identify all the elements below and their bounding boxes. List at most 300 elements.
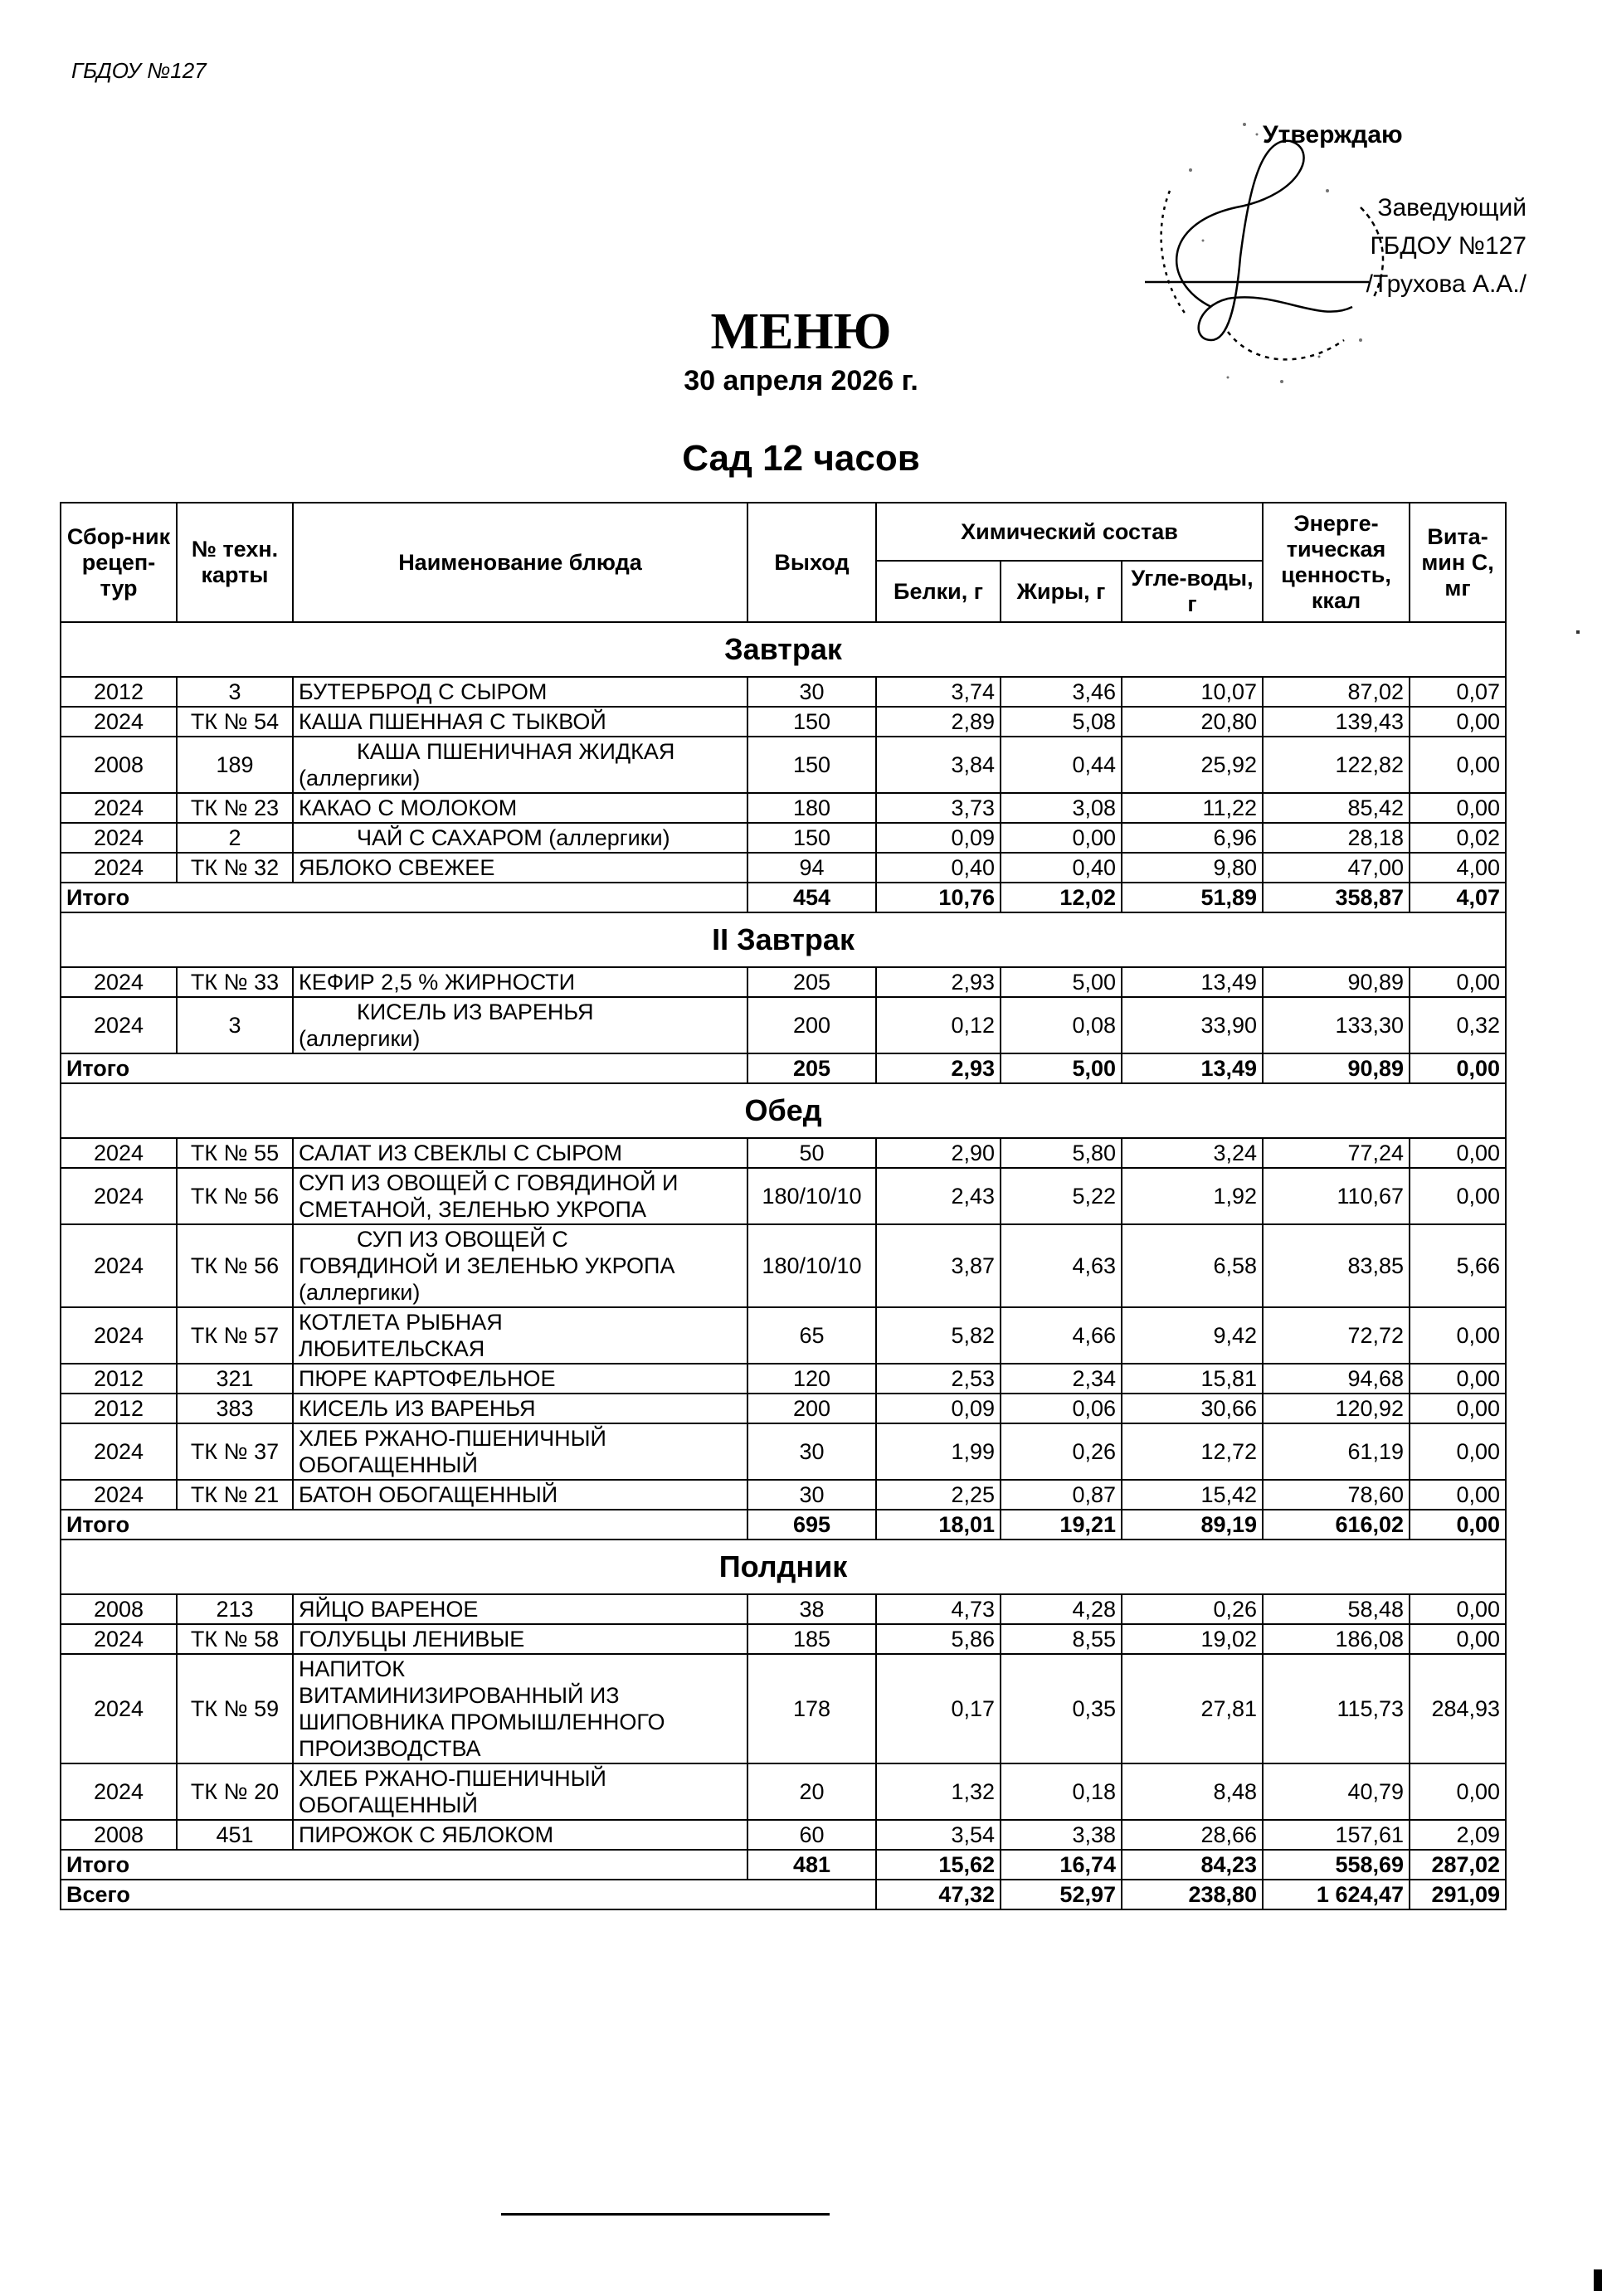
cell-year: 2008 <box>61 737 177 793</box>
cell-fat: 3,38 <box>1001 1820 1122 1850</box>
section-row <box>61 1540 1506 1594</box>
cell-dish <box>293 1654 747 1763</box>
cell-vitc: 0,00 <box>1410 1168 1506 1224</box>
cell-carbs: 9,42 <box>1122 1307 1263 1364</box>
cell-output: 65 <box>747 1307 876 1364</box>
total-vitc: 287,02 <box>1410 1850 1506 1880</box>
cell-year: 2024 <box>61 1480 177 1510</box>
cell-vitc: 4,00 <box>1410 853 1506 883</box>
table-header-row <box>61 503 1506 561</box>
table-row <box>61 823 1506 853</box>
total-output: 205 <box>747 1053 876 1083</box>
cell-output: 150 <box>747 737 876 793</box>
cell-card: 3 <box>177 997 293 1053</box>
cell-protein: 3,87 <box>876 1224 1001 1307</box>
dish-line: ПРОИЗВОДСТВА <box>299 1736 481 1761</box>
cell-vitc: 2,09 <box>1410 1820 1506 1850</box>
cell-output: 30 <box>747 1423 876 1480</box>
col-output: Выход <box>747 503 876 622</box>
cell-protein: 1,32 <box>876 1763 1001 1820</box>
cell-dish: ГОЛУБЦЫ ЛЕНИВЫЕ <box>293 1624 747 1654</box>
cell-carbs: 6,96 <box>1122 823 1263 853</box>
cell-protein: 2,93 <box>876 967 1001 997</box>
cell-fat: 8,55 <box>1001 1624 1122 1654</box>
total-carbs: 51,89 <box>1122 883 1263 912</box>
grand-total-vitc: 291,09 <box>1410 1880 1506 1909</box>
cell-card: 451 <box>177 1820 293 1850</box>
cell-vitc: 284,93 <box>1410 1654 1506 1763</box>
dish-line: ЧАЙ С САХАРОМ (аллергики) <box>357 825 670 850</box>
dish-line: ОБОГАЩЕННЫЙ <box>299 1452 478 1477</box>
cell-protein: 4,73 <box>876 1594 1001 1624</box>
total-carbs: 84,23 <box>1122 1850 1263 1880</box>
dish-line: ШИПОВНИКА ПРОМЫШЛЕННОГО <box>299 1710 665 1734</box>
cell-card: ТК № 55 <box>177 1138 293 1168</box>
cell-vitc: 0,07 <box>1410 677 1506 707</box>
total-carbs: 13,49 <box>1122 1053 1263 1083</box>
dish-line: КИСЕЛЬ ИЗ ВАРЕНЬЯ <box>357 1000 594 1024</box>
cell-energy: 28,18 <box>1263 823 1410 853</box>
cell-output: 120 <box>747 1364 876 1394</box>
cell-carbs: 27,81 <box>1122 1654 1263 1763</box>
dish-line: СУП ИЗ ОВОЩЕЙ С ГОВЯДИНОЙ И <box>299 1170 679 1195</box>
cell-year: 2008 <box>61 1594 177 1624</box>
document-subtitle: Сад 12 часов <box>682 438 920 479</box>
cell-energy: 78,60 <box>1263 1480 1410 1510</box>
cell-dish: КАША ПШЕННАЯ С ТЫКВОЙ <box>293 707 747 737</box>
cell-protein: 5,86 <box>876 1624 1001 1654</box>
cell-card: ТК № 59 <box>177 1654 293 1763</box>
cell-carbs: 33,90 <box>1122 997 1263 1053</box>
cell-protein: 0,17 <box>876 1654 1001 1763</box>
cell-year: 2024 <box>61 1654 177 1763</box>
cell-year: 2008 <box>61 1820 177 1850</box>
table-row <box>61 1168 1506 1224</box>
approval-heading: Утверждаю <box>1263 121 1403 148</box>
organization-label: ГБДОУ №127 <box>71 58 207 83</box>
cell-year: 2024 <box>61 1307 177 1364</box>
cell-year: 2024 <box>61 967 177 997</box>
cell-dish <box>293 1224 747 1307</box>
cell-output: 200 <box>747 997 876 1053</box>
total-fat: 5,00 <box>1001 1053 1122 1083</box>
table-row <box>61 1423 1506 1480</box>
cell-protein: 2,90 <box>876 1138 1001 1168</box>
cell-output: 30 <box>747 1480 876 1510</box>
cell-card: ТК № 58 <box>177 1624 293 1654</box>
table-row <box>61 1364 1506 1394</box>
cell-dish <box>293 1423 747 1480</box>
cell-carbs: 19,02 <box>1122 1624 1263 1654</box>
cell-carbs: 8,48 <box>1122 1763 1263 1820</box>
col-protein: Белки, г <box>876 561 1001 622</box>
cell-card: 321 <box>177 1364 293 1394</box>
cell-vitc: 0,00 <box>1410 1423 1506 1480</box>
cell-vitc: 0,00 <box>1410 1138 1506 1168</box>
dish-line: (аллергики) <box>299 766 421 790</box>
dish-line: ОБОГАЩЕННЫЙ <box>299 1793 478 1817</box>
total-fat: 12,02 <box>1001 883 1122 912</box>
cell-fat: 5,80 <box>1001 1138 1122 1168</box>
cell-fat: 5,08 <box>1001 707 1122 737</box>
grand-total-energy: 1 624,47 <box>1263 1880 1410 1909</box>
cell-year: 2024 <box>61 707 177 737</box>
cell-output: 60 <box>747 1820 876 1850</box>
cell-energy: 47,00 <box>1263 853 1410 883</box>
col-carbs: Угле-воды, г <box>1122 561 1263 622</box>
dish-line: ГОВЯДИНОЙ И ЗЕЛЕНЬЮ УКРОПА <box>299 1253 675 1278</box>
cell-dish: КАКАО С МОЛОКОМ <box>293 793 747 823</box>
cell-protein: 3,73 <box>876 793 1001 823</box>
cell-dish <box>293 997 747 1053</box>
section-title: Полдник <box>61 1540 1506 1594</box>
table-row <box>61 1480 1506 1510</box>
total-label: Итого <box>61 1053 747 1083</box>
cell-carbs: 10,07 <box>1122 677 1263 707</box>
table-row <box>61 793 1506 823</box>
total-output: 454 <box>747 883 876 912</box>
total-vitc: 0,00 <box>1410 1053 1506 1083</box>
table-row <box>61 707 1506 737</box>
approval-position: Заведующий <box>1377 194 1527 221</box>
section-row <box>61 912 1506 967</box>
cell-output: 178 <box>747 1654 876 1763</box>
cell-dish <box>293 823 747 853</box>
cell-card: ТК № 21 <box>177 1480 293 1510</box>
cell-carbs: 25,92 <box>1122 737 1263 793</box>
cell-energy: 133,30 <box>1263 997 1410 1053</box>
cell-output: 180/10/10 <box>747 1168 876 1224</box>
section-row <box>61 1083 1506 1138</box>
cell-card: ТК № 56 <box>177 1168 293 1224</box>
dish-line: СМЕТАНОЙ, ЗЕЛЕНЬЮ УКРОПА <box>299 1197 646 1222</box>
total-fat: 19,21 <box>1001 1510 1122 1540</box>
cell-year: 2024 <box>61 1224 177 1307</box>
table-row <box>61 1624 1506 1654</box>
grand-total-fat: 52,97 <box>1001 1880 1122 1909</box>
cell-fat: 0,35 <box>1001 1654 1122 1763</box>
cell-energy: 139,43 <box>1263 707 1410 737</box>
approval-name: /Трухова А.А./ <box>1366 270 1527 298</box>
cell-protein: 3,74 <box>876 677 1001 707</box>
cell-year: 2012 <box>61 1364 177 1394</box>
cell-energy: 83,85 <box>1263 1224 1410 1307</box>
scan-speck <box>1576 630 1580 634</box>
cell-vitc: 0,02 <box>1410 823 1506 853</box>
table-row <box>61 1307 1506 1364</box>
cell-energy: 122,82 <box>1263 737 1410 793</box>
cell-dish: КИСЕЛЬ ИЗ ВАРЕНЬЯ <box>293 1394 747 1423</box>
section-title: II Завтрак <box>61 912 1506 967</box>
col-energy: Энерге-тическая ценность, ккал <box>1263 503 1410 622</box>
cell-carbs: 11,22 <box>1122 793 1263 823</box>
dish-line: ХЛЕБ РЖАНО-ПШЕНИЧНЫЙ <box>299 1766 606 1791</box>
cell-carbs: 6,58 <box>1122 1224 1263 1307</box>
table-row <box>61 1820 1506 1850</box>
cell-year: 2012 <box>61 677 177 707</box>
total-vitc: 4,07 <box>1410 883 1506 912</box>
cell-carbs: 1,92 <box>1122 1168 1263 1224</box>
document-date: 30 апреля 2026 г. <box>684 365 918 396</box>
cell-energy: 94,68 <box>1263 1364 1410 1394</box>
cell-card: ТК № 57 <box>177 1307 293 1364</box>
cell-energy: 77,24 <box>1263 1138 1410 1168</box>
dish-line: ЛЮБИТЕЛЬСКАЯ <box>299 1336 485 1361</box>
dish-line: КАША ПШЕНИЧНАЯ ЖИДКАЯ <box>357 739 675 764</box>
cell-dish: САЛАТ ИЗ СВЕКЛЫ С СЫРОМ <box>293 1138 747 1168</box>
cell-vitc: 0,00 <box>1410 1364 1506 1394</box>
cell-dish <box>293 1307 747 1364</box>
cell-fat: 3,08 <box>1001 793 1122 823</box>
total-carbs: 89,19 <box>1122 1510 1263 1540</box>
cell-fat: 0,08 <box>1001 997 1122 1053</box>
total-row <box>61 883 1506 912</box>
cell-fat: 4,66 <box>1001 1307 1122 1364</box>
table-row <box>61 1224 1506 1307</box>
cell-fat: 2,34 <box>1001 1364 1122 1394</box>
scan-edge-mark <box>1594 2269 1602 2291</box>
total-vitc: 0,00 <box>1410 1510 1506 1540</box>
total-energy: 558,69 <box>1263 1850 1410 1880</box>
cell-fat: 4,28 <box>1001 1594 1122 1624</box>
cell-energy: 61,19 <box>1263 1423 1410 1480</box>
cell-dish <box>293 1763 747 1820</box>
cell-year: 2024 <box>61 793 177 823</box>
cell-card: 189 <box>177 737 293 793</box>
dish-line: НАПИТОК <box>299 1656 406 1681</box>
cell-protein: 5,82 <box>876 1307 1001 1364</box>
menu-table <box>60 502 1507 1910</box>
total-output: 481 <box>747 1850 876 1880</box>
cell-vitc: 0,00 <box>1410 1307 1506 1364</box>
cell-output: 50 <box>747 1138 876 1168</box>
cell-energy: 120,92 <box>1263 1394 1410 1423</box>
cell-carbs: 15,81 <box>1122 1364 1263 1394</box>
cell-protein: 3,54 <box>876 1820 1001 1850</box>
cell-fat: 4,63 <box>1001 1224 1122 1307</box>
total-fat: 16,74 <box>1001 1850 1122 1880</box>
total-protein: 10,76 <box>876 883 1001 912</box>
cell-output: 200 <box>747 1394 876 1423</box>
cell-output: 180/10/10 <box>747 1224 876 1307</box>
cell-fat: 0,18 <box>1001 1763 1122 1820</box>
table-row <box>61 967 1506 997</box>
table-row <box>61 853 1506 883</box>
cell-carbs: 12,72 <box>1122 1423 1263 1480</box>
total-energy: 358,87 <box>1263 883 1410 912</box>
cell-energy: 157,61 <box>1263 1820 1410 1850</box>
cell-card: 213 <box>177 1594 293 1624</box>
cell-protein: 1,99 <box>876 1423 1001 1480</box>
approval-org: ГБДОУ №127 <box>1370 232 1527 260</box>
total-row <box>61 1850 1506 1880</box>
dish-line: (аллергики) <box>299 1026 421 1051</box>
approval-block <box>1244 116 1527 304</box>
cell-year: 2024 <box>61 1423 177 1480</box>
cell-carbs: 30,66 <box>1122 1394 1263 1423</box>
dish-line: СУП ИЗ ОВОЩЕЙ С <box>357 1227 568 1252</box>
grand-total-row <box>61 1880 1506 1909</box>
cell-protein: 2,43 <box>876 1168 1001 1224</box>
cell-fat: 5,22 <box>1001 1168 1122 1224</box>
col-vitc: Вита-мин С, мг <box>1410 503 1506 622</box>
grand-total-carbs: 238,80 <box>1122 1880 1263 1909</box>
cell-fat: 3,46 <box>1001 677 1122 707</box>
cell-fat: 0,00 <box>1001 823 1122 853</box>
cell-vitc: 0,00 <box>1410 737 1506 793</box>
table-row <box>61 997 1506 1053</box>
cell-vitc: 0,32 <box>1410 997 1506 1053</box>
cell-energy: 87,02 <box>1263 677 1410 707</box>
cell-energy: 85,42 <box>1263 793 1410 823</box>
cell-output: 20 <box>747 1763 876 1820</box>
cell-vitc: 0,00 <box>1410 707 1506 737</box>
cell-energy: 90,89 <box>1263 967 1410 997</box>
cell-energy: 110,67 <box>1263 1168 1410 1224</box>
cell-dish: БУТЕРБРОД С СЫРОМ <box>293 677 747 707</box>
section-row <box>61 622 1506 677</box>
table-row <box>61 737 1506 793</box>
total-label: Итого <box>61 1850 747 1880</box>
cell-output: 94 <box>747 853 876 883</box>
cell-carbs: 15,42 <box>1122 1480 1263 1510</box>
total-protein: 18,01 <box>876 1510 1001 1540</box>
cell-carbs: 3,24 <box>1122 1138 1263 1168</box>
cell-year: 2012 <box>61 1394 177 1423</box>
total-energy: 90,89 <box>1263 1053 1410 1083</box>
cell-card: 2 <box>177 823 293 853</box>
footer-divider <box>501 2213 830 2216</box>
total-row <box>61 1510 1506 1540</box>
dish-line: КОТЛЕТА РЫБНАЯ <box>299 1310 503 1335</box>
cell-dish <box>293 737 747 793</box>
grand-total-label: Всего <box>61 1880 876 1909</box>
col-chem: Химический состав <box>876 503 1263 561</box>
document-title: МЕНЮ <box>710 304 892 360</box>
cell-card: ТК № 56 <box>177 1224 293 1307</box>
cell-output: 185 <box>747 1624 876 1654</box>
col-card: № техн. карты <box>177 503 293 622</box>
cell-output: 180 <box>747 793 876 823</box>
cell-protein: 3,84 <box>876 737 1001 793</box>
col-fat: Жиры, г <box>1001 561 1122 622</box>
cell-carbs: 20,80 <box>1122 707 1263 737</box>
cell-year: 2024 <box>61 1624 177 1654</box>
cell-year: 2024 <box>61 997 177 1053</box>
cell-vitc: 0,00 <box>1410 1480 1506 1510</box>
table-row <box>61 1594 1506 1624</box>
cell-protein: 0,09 <box>876 1394 1001 1423</box>
total-label: Итого <box>61 1510 747 1540</box>
cell-card: 3 <box>177 677 293 707</box>
col-collection: Сбор-ник рецеп-тур <box>61 503 177 622</box>
cell-dish <box>293 1168 747 1224</box>
cell-dish: ЯЙЦО ВАРЕНОЕ <box>293 1594 747 1624</box>
cell-card: ТК № 23 <box>177 793 293 823</box>
total-label: Итого <box>61 883 747 912</box>
cell-protein: 0,12 <box>876 997 1001 1053</box>
cell-fat: 0,44 <box>1001 737 1122 793</box>
table-row <box>61 1763 1506 1820</box>
cell-energy: 115,73 <box>1263 1654 1410 1763</box>
cell-energy: 72,72 <box>1263 1307 1410 1364</box>
cell-output: 30 <box>747 677 876 707</box>
cell-output: 150 <box>747 707 876 737</box>
cell-output: 150 <box>747 823 876 853</box>
cell-fat: 0,06 <box>1001 1394 1122 1423</box>
cell-output: 38 <box>747 1594 876 1624</box>
cell-energy: 40,79 <box>1263 1763 1410 1820</box>
col-name: Наименование блюда <box>293 503 747 622</box>
cell-protein: 0,40 <box>876 853 1001 883</box>
cell-year: 2024 <box>61 1763 177 1820</box>
cell-vitc: 0,00 <box>1410 1394 1506 1423</box>
cell-year: 2024 <box>61 1138 177 1168</box>
cell-year: 2024 <box>61 1168 177 1224</box>
cell-dish: ЯБЛОКО СВЕЖЕЕ <box>293 853 747 883</box>
cell-vitc: 0,00 <box>1410 1594 1506 1624</box>
cell-card: ТК № 32 <box>177 853 293 883</box>
total-energy: 616,02 <box>1263 1510 1410 1540</box>
cell-carbs: 28,66 <box>1122 1820 1263 1850</box>
total-protein: 15,62 <box>876 1850 1001 1880</box>
dish-line: ВИТАМИНИЗИРОВАННЫЙ ИЗ <box>299 1683 620 1708</box>
cell-dish: ПИРОЖОК С ЯБЛОКОМ <box>293 1820 747 1850</box>
cell-protein: 2,25 <box>876 1480 1001 1510</box>
cell-carbs: 13,49 <box>1122 967 1263 997</box>
cell-fat: 0,26 <box>1001 1423 1122 1480</box>
cell-fat: 5,00 <box>1001 967 1122 997</box>
total-protein: 2,93 <box>876 1053 1001 1083</box>
table-row <box>61 1394 1506 1423</box>
total-row <box>61 1053 1506 1083</box>
section-title: Обед <box>61 1083 1506 1138</box>
cell-carbs: 0,26 <box>1122 1594 1263 1624</box>
cell-carbs: 9,80 <box>1122 853 1263 883</box>
dish-line: (аллергики) <box>299 1280 421 1305</box>
cell-protein: 0,09 <box>876 823 1001 853</box>
cell-vitc: 0,00 <box>1410 1763 1506 1820</box>
total-output: 695 <box>747 1510 876 1540</box>
cell-card: ТК № 54 <box>177 707 293 737</box>
section-title: Завтрак <box>61 622 1506 677</box>
cell-year: 2024 <box>61 853 177 883</box>
cell-fat: 0,87 <box>1001 1480 1122 1510</box>
cell-dish: КЕФИР 2,5 % ЖИРНОСТИ <box>293 967 747 997</box>
cell-vitc: 0,00 <box>1410 967 1506 997</box>
cell-card: ТК № 37 <box>177 1423 293 1480</box>
table-row <box>61 1138 1506 1168</box>
cell-year: 2024 <box>61 823 177 853</box>
cell-protein: 2,53 <box>876 1364 1001 1394</box>
dish-line: ХЛЕБ РЖАНО-ПШЕНИЧНЫЙ <box>299 1426 606 1451</box>
cell-vitc: 0,00 <box>1410 1624 1506 1654</box>
table-row <box>61 1654 1506 1763</box>
cell-vitc: 5,66 <box>1410 1224 1506 1307</box>
cell-fat: 0,40 <box>1001 853 1122 883</box>
cell-energy: 186,08 <box>1263 1624 1410 1654</box>
table-row <box>61 677 1506 707</box>
cell-card: ТК № 20 <box>177 1763 293 1820</box>
cell-dish: ПЮРЕ КАРТОФЕЛЬНОЕ <box>293 1364 747 1394</box>
cell-output: 205 <box>747 967 876 997</box>
cell-energy: 58,48 <box>1263 1594 1410 1624</box>
cell-protein: 2,89 <box>876 707 1001 737</box>
cell-card: ТК № 33 <box>177 967 293 997</box>
grand-total-protein: 47,32 <box>876 1880 1001 1909</box>
cell-dish: БАТОН ОБОГАЩЕННЫЙ <box>293 1480 747 1510</box>
cell-card: 383 <box>177 1394 293 1423</box>
